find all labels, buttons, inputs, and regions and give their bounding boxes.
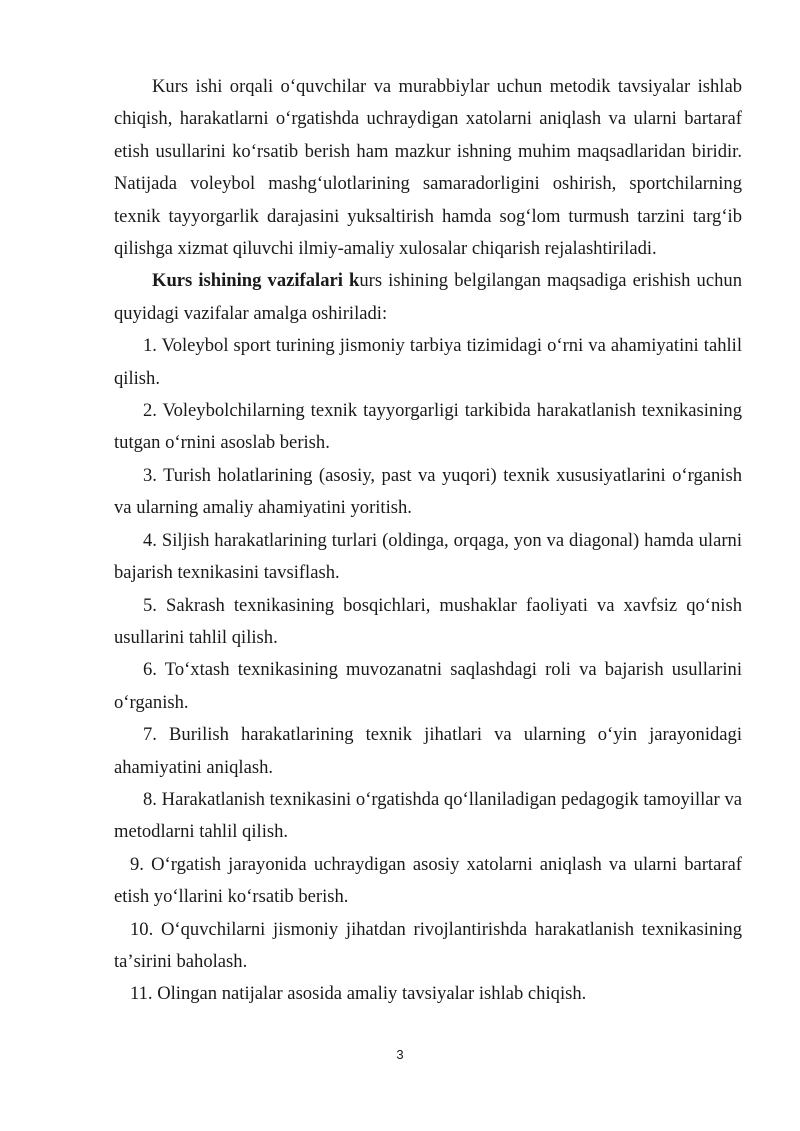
task-item-4: 4. Siljish harakatlarining turlari (oldinga, orqaga, yon va diagonal) hamda ularni bajarish texnikasini tavsiflash.	[114, 529, 742, 584]
task-item-10: 10. Oʻquvchilarni jismoniy jihatdan rivojlantirishda harakatlanish texnikasining taʼsirini baholash.	[114, 918, 742, 972]
task-item-3: 3. Turish holatlarining (asosiy, past va yuqori) texnik xususiyatlarini oʻrganish va ularning amaliy ahamiyatini yoritish.	[114, 464, 742, 519]
tasks-heading-rest: urs ishining belgilangan maqsadiga erishish uchun quyidagi vazifalar amalga oshiriladi:	[114, 270, 743, 324]
task-item-5: 5. Sakrash texnikasining bosqichlari, mushaklar faoliyati va xavfsiz qoʻnish usullarini tahlil qilish.	[114, 594, 742, 648]
task-item-8: 8. Harakatlanish texnikasini oʻrgatishda qoʻllaniladigan pedagogik tamoyillar va metodlarni tahlil qilish.	[114, 788, 742, 843]
intro-paragraph: Kurs ishi orqali oʻquvchilar va murabbiylar uchun metodik tavsiyalar ishlab chiqish, harakatlarni oʻrgatishda uchraydigan xatolarni aniqlash va ularni bartaraf etish usullarini koʻrsatib berish ham mazkur ishning muhim maqsadlaridan biridir. Natijada voleybol mashgʻulotlarining samaradorligini oshirish, sportchilarning texnik tayyorgarlik darajasini yuksaltirish hamda sogʻlom turmush tarzini targʻib qilishga xizmat qiluvchi ilmiy-amaliy xulosalar chiqarish rejalashtiriladi.	[114, 76, 742, 260]
tasks-heading-paragraph	[114, 265, 742, 330]
tasks-heading-bold: Kurs ishining vazifalari k	[152, 270, 360, 292]
task-item-9: 9. Oʻrgatish jarayonida uchraydigan asosiy xatolarni aniqlash va ularni bartaraf etish yoʻllarini koʻrsatib berish.	[114, 853, 742, 908]
page-number: 3	[396, 1047, 404, 1062]
task-item-1: 1. Voleybol sport turining jismoniy tarbiya tizimidagi oʻrni va ahamiyatini tahlil qilish.	[114, 335, 742, 389]
task-item-11: 11. Olingan natijalar asosida amaliy tavsiyalar ishlab chiqish.	[130, 983, 587, 1005]
task-item-7: 7. Burilish harakatlarining texnik jihatlari va ularning oʻyin jarayonidagi ahamiyatini aniqlash.	[114, 724, 742, 778]
task-item-6: 6. Toʻxtash texnikasining muvozanatni saqlashdagi roli va bajarish usullarini oʻrganish.	[114, 659, 742, 713]
task-item-2: 2. Voleybolchilarning texnik tayyorgarligi tarkibida harakatlanish texnikasining tutgan oʻrnini asoslab berish.	[114, 400, 742, 454]
document-page	[114, 71, 742, 1011]
